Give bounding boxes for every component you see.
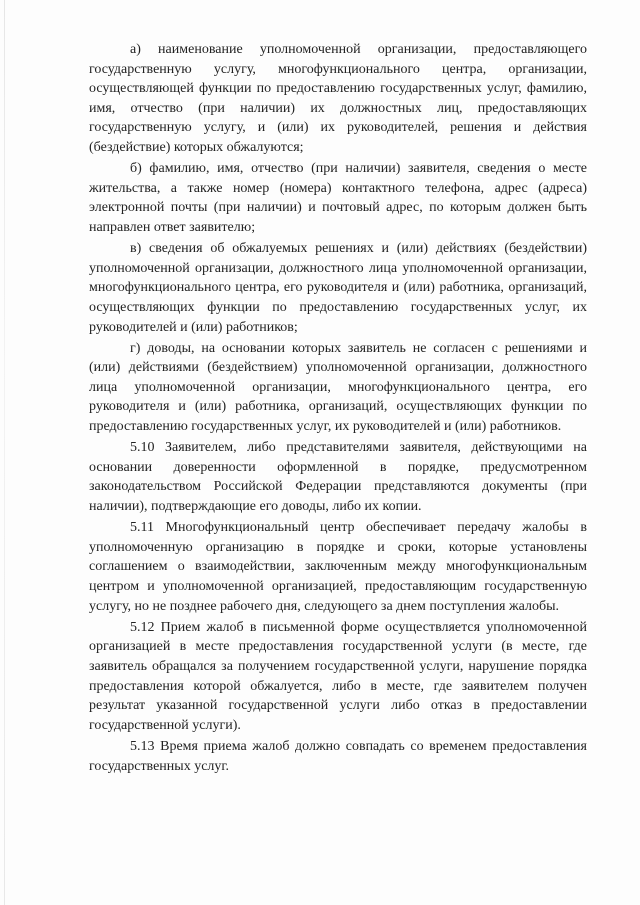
paragraph-5-10: 5.10 Заявителем, либо представителями заявителя, действующими на основании доверенности оформленной в порядке, предусмотренном законодательством Российской Федерации представляются документы (при наличии), подтверждающие его доводы, либо их копии.	[89, 440, 587, 515]
paragraph-item-a: а) наименование уполномоченной организации, предоставляющего государственную услугу, многофункционального центра, организации, осуществляющей функции по предоставлению государственных услуг, фамилию, имя, отчество (при наличии) их должностных лиц, предоставляющих государственную услугу, и (или) их руководителей, решения и действия (бездействие) которых обжалуются;	[89, 42, 587, 155]
paragraph-5-13: 5.13 Время приема жалоб должно совпадать со временем предоставления государственных услуг.	[89, 738, 587, 774]
paragraph-item-b: б) фамилию, имя, отчество (при наличии) заявителя, сведения о месте жительства, а также номер (номера) контактного телефона, адрес (адреса) электронной почты (при наличии) и почтовый адрес, по которым должен быть направлен ответ заявителю;	[89, 161, 587, 235]
scan-edge-line	[4, 0, 5, 905]
paragraph-5-11: 5.11 Многофункциональный центр обеспечивает передачу жалобы в уполномоченную организацию в порядке и сроки, которые установлены соглашением о взаимодействии, заключенным между многофункциональным центром и уполномоченной организацией, предоставляющим государственную услугу, но не позднее рабочего дня, следующего за днем поступления жалобы.	[89, 520, 587, 614]
paragraph-item-v: в) сведения об обжалуемых решениях и (или) действиях (бездействии) уполномоченной организации, должностного лица уполномоченной организации, многофункционального центра, его руководителя и (или) работника, организаций, осуществляющих функции по предоставлению государственных услуг, их руководителей и (или) работников;	[89, 241, 587, 335]
document-body	[89, 40, 587, 778]
paragraph-item-g: г) доводы, на основании которых заявитель не согласен с решениями и (или) действиями (бездействием) уполномоченной организации, должностного лица уполномоченной организации, многофункционального центра, его руководителя и (или) работника, организаций, осуществляющих функции по предоставлению государственных услуг, их руководителей и (или) работников.	[89, 340, 587, 435]
paragraph-5-12: 5.12 Прием жалоб в письменной форме осуществляется уполномоченной организацией в месте предоставления государственной услуги (в месте, где заявитель обращался за получением государственной услуги, нарушение порядка предоставления которой обжалуется, либо в месте, где заявителем получен результат указанной государственной услуги либо отказ в предоставлении государственной услуги).	[89, 619, 587, 733]
